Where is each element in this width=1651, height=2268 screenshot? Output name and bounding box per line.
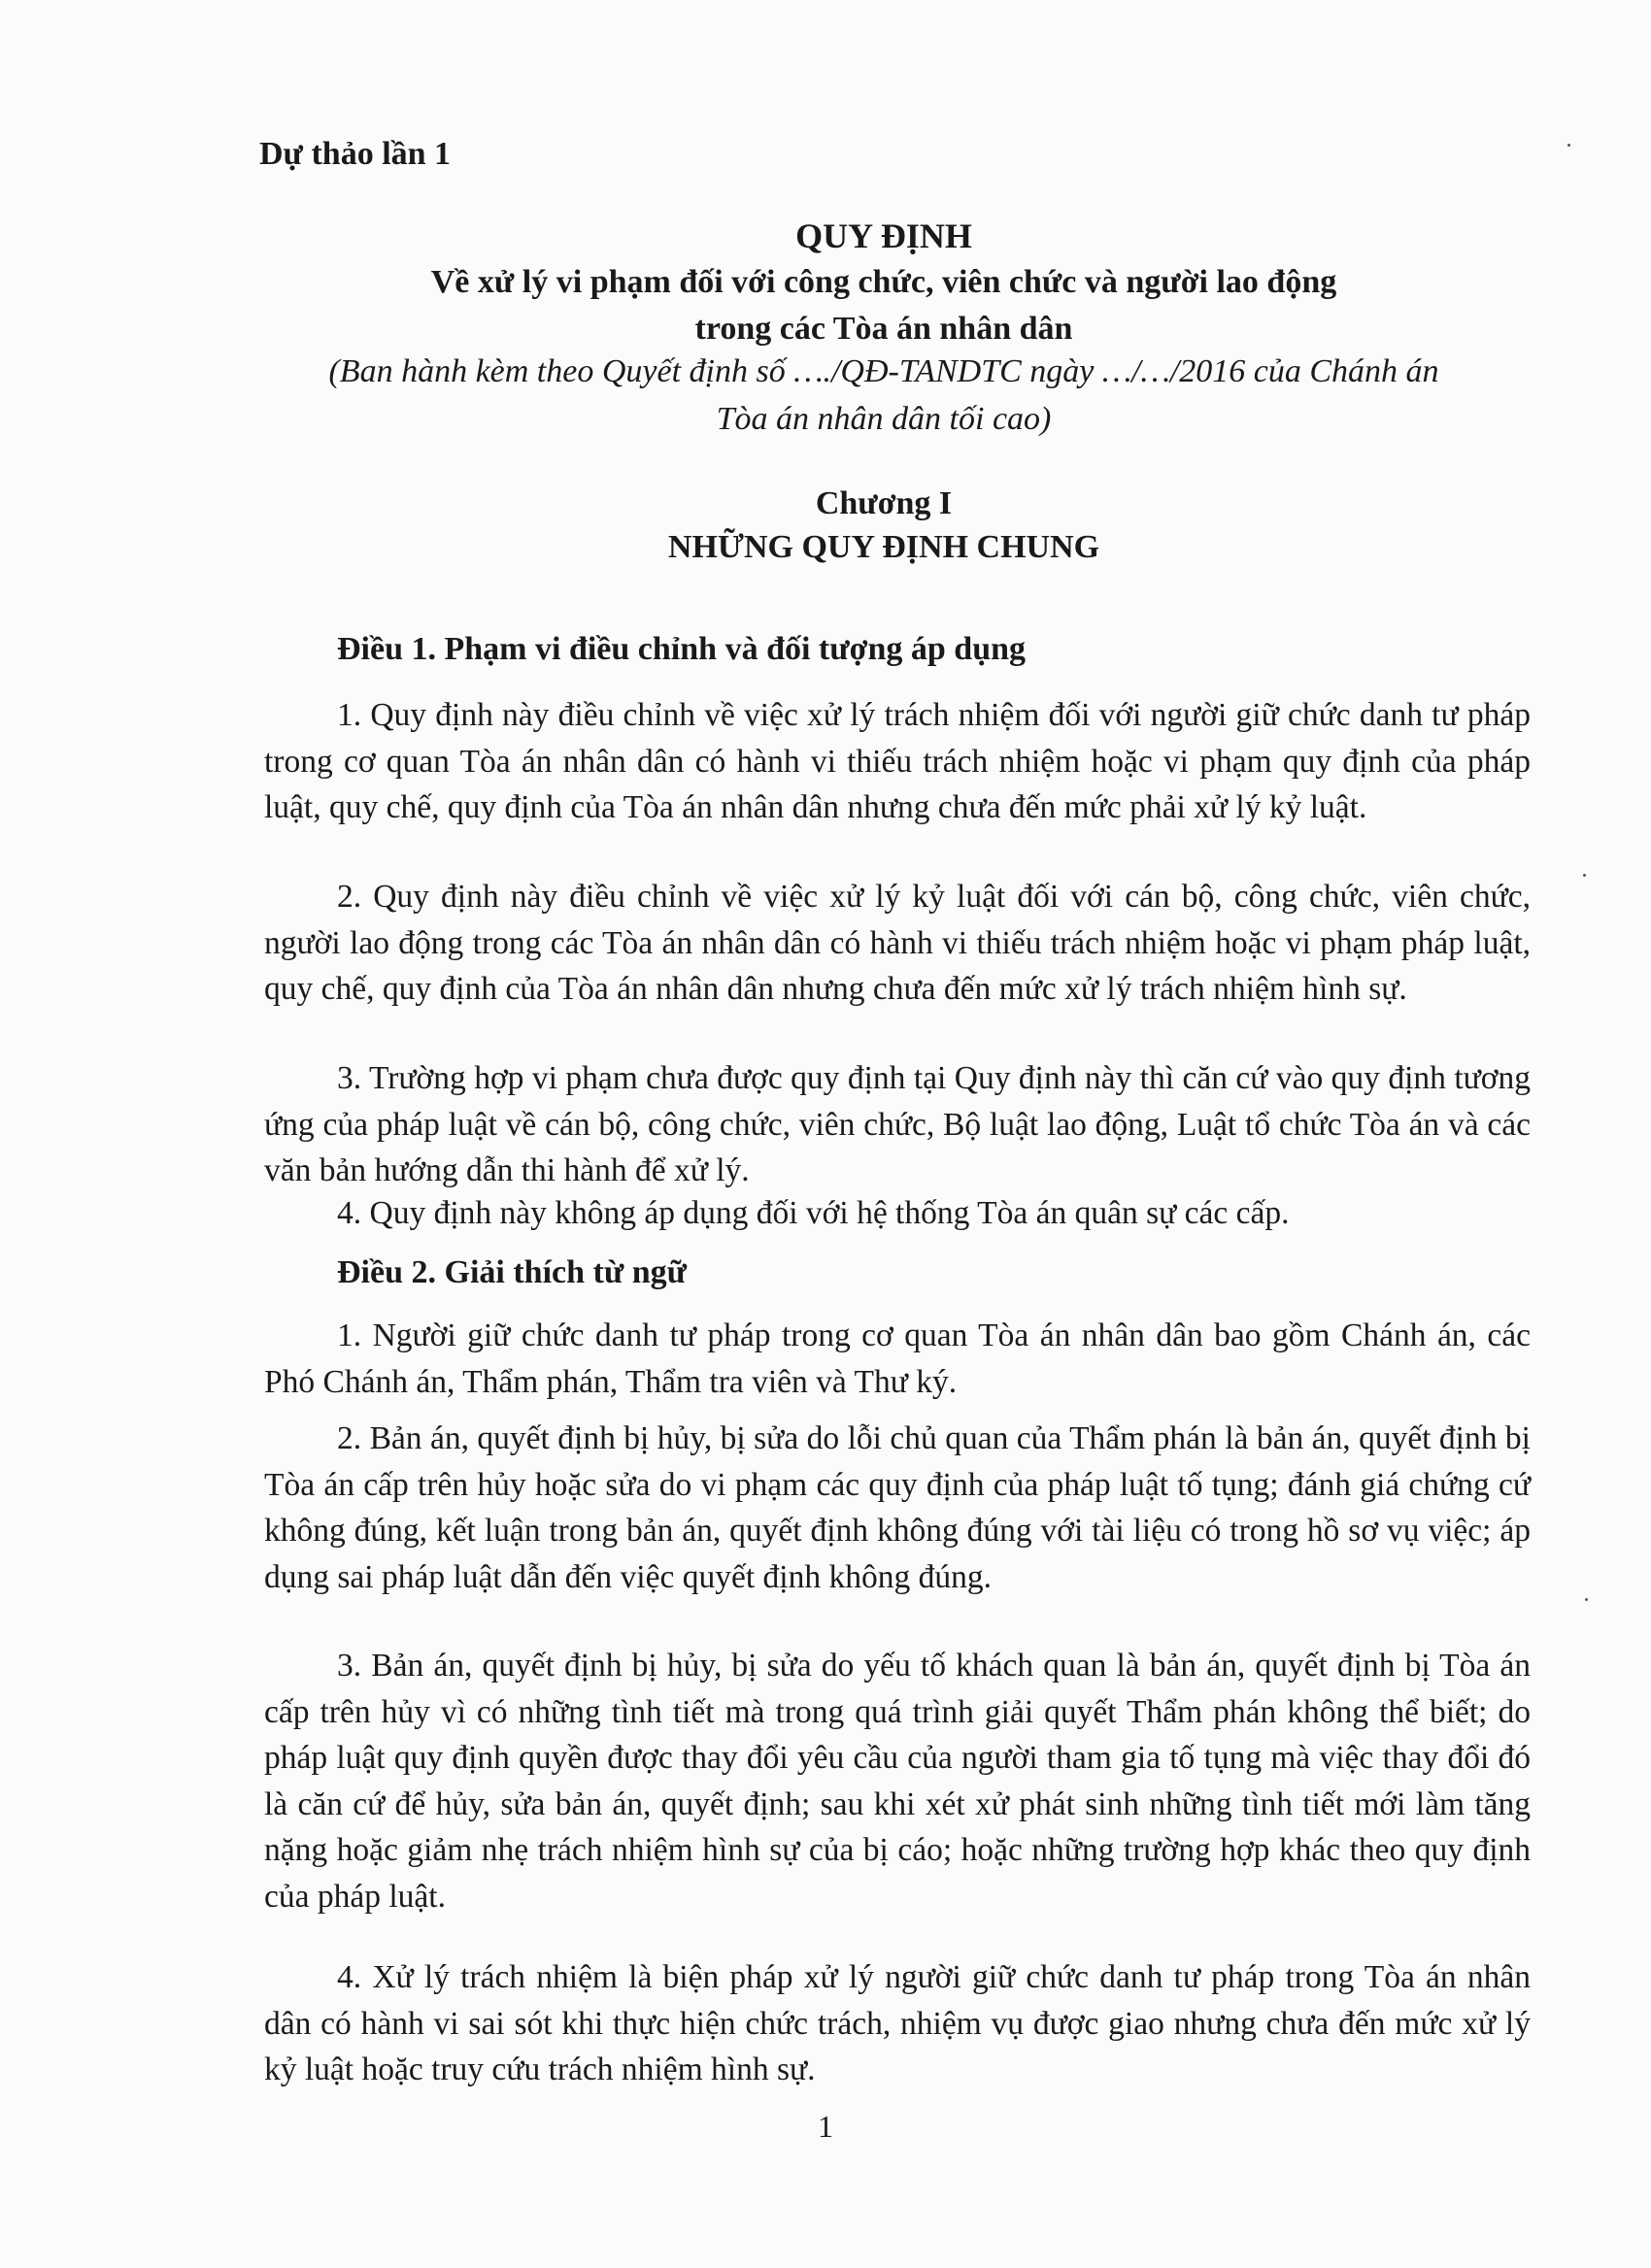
article2-heading: Điều 2. Giải thích từ ngữ (337, 1254, 688, 1290)
article1-clause-2: 2. Quy định này điều chỉnh về việc xử lý kỷ luật đối với cán bộ, công chức, viên chức, người lao động trong các Tòa án nhân dân có hành vi thiếu trách nhiệm hoặc vi phạm pháp luật, quy chế, quy định của Tòa án nhân dân nhưng chưa đến mức xử lý trách nhiệm hình sự. (264, 879, 1531, 1007)
draft-label: Dự thảo lần 1 (259, 136, 452, 172)
document-title: QUY ĐỊNH (795, 217, 972, 255)
document-subtitle-line2: trong các Tòa án nhân dân (694, 311, 1073, 347)
article2-clause-4: 4. Xử lý trách nhiệm là biện pháp xử lý người giữ chức danh tư pháp trong Tòa án nhân dân có hành vi sai sót khi thực hiện chức trách, nhiệm vụ được giao nhưng chưa đến mức xử lý kỷ luật hoặc truy cứu trách nhiệm hình sự. (264, 1959, 1531, 2087)
article2-clause-3: 3. Bản án, quyết định bị hủy, bị sửa do yếu tố khách quan là bản án, quyết định bị Tòa án cấp trên hủy vì có những tình tiết mà trong quá trình giải quyết Thẩm phán không thể biết; do pháp luật quy định quyền được thay đổi yêu cầu của người tham gia tố tụng mà việc thay đổi đó là căn cứ để hủy, sửa bản án, quyết định; sau khi xét xử phát sinh những tình tiết mới làm tăng nặng hoặc giảm nhẹ trách nhiệm hình sự của bị cáo; hoặc những trường hợp khác theo quy định của pháp luật. (264, 1648, 1531, 1915)
article2-clause-1: 1. Người giữ chức danh tư pháp trong cơ quan Tòa án nhân dân bao gồm Chánh án, các Phó Chánh án, Thẩm phán, Thẩm tra viên và Thư ký. (264, 1317, 1531, 1400)
chapter-number: Chương I (815, 485, 953, 521)
page-number: 1 (818, 2109, 833, 2144)
document-subtitle-line1: Về xử lý vi phạm đối với công chức, viên chức và người lao động (430, 264, 1337, 300)
scan-speck (1583, 874, 1586, 877)
article1-heading: Điều 1. Phạm vi điều chỉnh và đối tượng áp dụng (337, 631, 1027, 667)
article1-clause-3: 3. Trường hợp vi phạm chưa được quy định tại Quy định này thì căn cứ vào quy định tương ứng của pháp luật về cán bộ, công chức, viên chức, Bộ luật lao động, Luật tổ chức Tòa án và các văn bản hướng dẫn thi hành để xử lý. (264, 1060, 1531, 1188)
scan-speck (1585, 1598, 1588, 1601)
scan-speck (1567, 144, 1570, 147)
chapter-title: NHỮNG QUY ĐỊNH CHUNG (667, 529, 1100, 565)
article1-clause-4: 4. Quy định này không áp dụng đối với hệ thống Tòa án quân sự các cấp. (337, 1195, 1290, 1231)
article2-clause-2: 2. Bản án, quyết định bị hủy, bị sửa do lỗi chủ quan của Thẩm phán là bản án, quyết định bị Tòa án cấp trên hủy hoặc sửa do vi phạm các quy định của pháp luật tố tụng; đánh giá chứng cứ không đúng, kết luận trong bản án, quyết định không đúng với tài liệu có trong hồ sơ vụ việc; áp dụng sai pháp luật dẫn đến việc quyết định không đúng. (264, 1420, 1531, 1595)
issuance-note-line2: Tòa án nhân dân tối cao) (716, 401, 1052, 437)
article1-clause-1: 1. Quy định này điều chỉnh về việc xử lý trách nhiệm đối với người giữ chức danh tư pháp trong cơ quan Tòa án nhân dân có hành vi thiếu trách nhiệm hoặc vi phạm quy định của pháp luật, quy chế, quy định của Tòa án nhân dân nhưng chưa đến mức phải xử lý kỷ luật. (264, 697, 1531, 825)
issuance-note-line1: (Ban hành kèm theo Quyết định số …./QĐ-TANDTC ngày …/…/2016 của Chánh án (328, 353, 1439, 389)
